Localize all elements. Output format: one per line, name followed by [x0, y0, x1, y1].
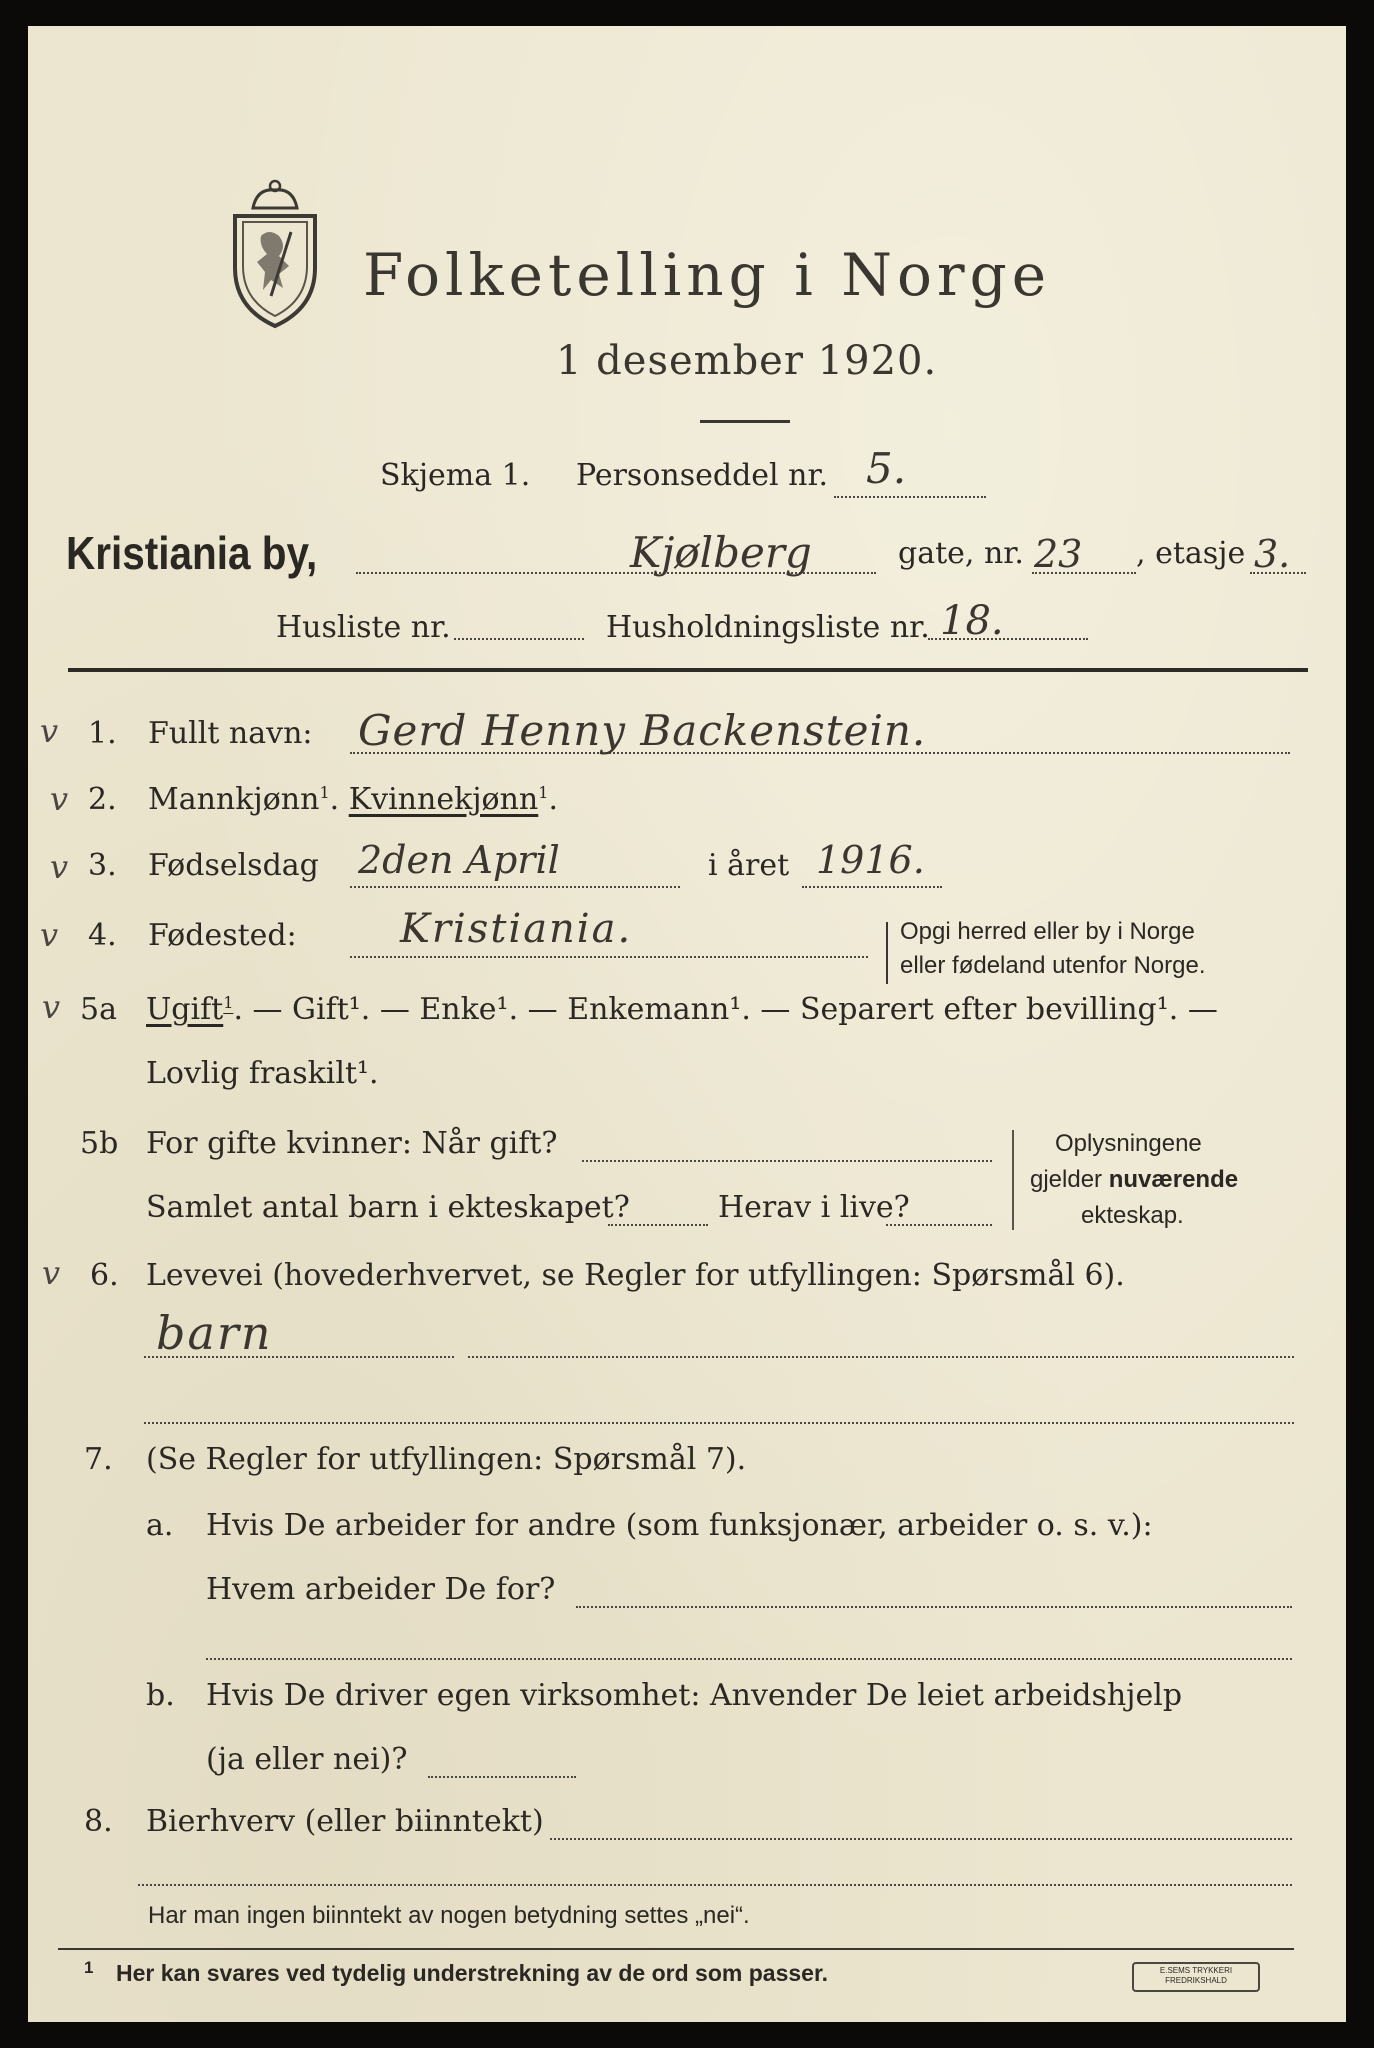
q1-full-name: Gerd Henny Backenstein.: [358, 706, 927, 755]
personseddel-label: Personseddel nr.: [576, 458, 829, 493]
q5b-note-bracket: [1012, 1130, 1014, 1230]
q5a-remaining-options: . — Gift¹. — Enke¹. — Enkemann¹. — Separert efter bevilling¹. —: [233, 992, 1218, 1027]
q7-number: 7.: [84, 1442, 113, 1477]
husliste-line: [454, 638, 584, 640]
option-ugift-underlined: Ugift: [146, 992, 224, 1027]
q5b-line2b: Herav i live?: [718, 1190, 910, 1225]
checkmark-q2: v: [50, 780, 69, 818]
q8-line1: [550, 1838, 1292, 1840]
option-end: .: [548, 782, 558, 817]
q7a-letter: a.: [146, 1508, 174, 1543]
printer-stamp: [1132, 1962, 1260, 1992]
husholdning-value: 18.: [940, 598, 1004, 644]
q4-label: Fødested:: [148, 918, 297, 953]
footnote-text: Her kan svares ved tydelig understrekning av de ord som passer.: [116, 1960, 829, 1986]
q6-number: 6.: [90, 1258, 119, 1293]
q4-birthplace: Kristiania.: [400, 906, 633, 952]
checkmark-q5a: v: [42, 988, 61, 1026]
q8-label: Bierhverv (eller biinntekt): [146, 1804, 544, 1839]
etasje-value: 3.: [1254, 532, 1291, 576]
q4-note-bracket: [886, 922, 888, 984]
footnote-rule: [58, 1948, 1294, 1950]
q8-line2: [138, 1884, 1292, 1886]
q5b-note2a: gjelder: [1030, 1166, 1109, 1193]
city-label: Kristiania by,: [66, 527, 318, 579]
q5b-note1: Oplysningene: [1055, 1130, 1202, 1157]
footnote-ref: 1: [319, 783, 330, 802]
printer-line2: FREDRIKSHALD: [1165, 1976, 1227, 1985]
q3-label: Fødselsdag: [148, 848, 319, 883]
q3-birth-year: 1916.: [816, 838, 925, 882]
q5b-alive-line: [886, 1224, 992, 1226]
q5b-line1: For gifte kvinner: Når gift?: [146, 1126, 558, 1161]
q8-number: 8.: [84, 1804, 113, 1839]
personseddel-value: 5.: [866, 444, 907, 493]
printer-line1: E.SEMS TRYKKERI: [1159, 1966, 1233, 1975]
street-value: Kjølberg: [630, 528, 812, 577]
norwegian-coat-of-arms-icon: [213, 176, 338, 331]
q7-label: (Se Regler for utfyllingen: Spørsmål 7).: [146, 1442, 747, 1477]
q7a-line2: Hvem arbeider De for?: [206, 1572, 556, 1607]
q6-line1a: [144, 1356, 454, 1358]
checkmark-q6: v: [42, 1254, 61, 1292]
census-date: 1 desember 1920.: [556, 338, 938, 384]
q7b-line2: (ja eller nei)?: [206, 1742, 408, 1777]
q7b-answer-line: [428, 1776, 576, 1778]
schema-label: Skjema 1.: [380, 458, 531, 493]
q7a-employer-line: [576, 1606, 1292, 1608]
q7b-letter: b.: [146, 1678, 175, 1713]
q6-line2: [144, 1422, 1294, 1424]
q5b-number: 5b: [80, 1126, 119, 1161]
q4-note-line1: Opgi herred eller by i Norge: [900, 918, 1195, 945]
nei-note: Har man ingen biinntekt av nogen betydning settes „nei“.: [148, 1902, 750, 1929]
q5b-note3: ekteskap.: [1081, 1202, 1184, 1229]
q6-occupation: barn: [156, 1306, 273, 1360]
q3-number: 3.: [88, 848, 117, 883]
q4-note-line2: eller fødeland utenfor Norge.: [900, 952, 1206, 979]
q4-number: 4.: [88, 918, 117, 953]
personseddel-line: [834, 496, 986, 498]
gate-label: gate, nr.: [898, 536, 1024, 571]
q5b-children-line: [608, 1224, 708, 1226]
q1-number: 1.: [88, 716, 117, 751]
checkmark-q3: v: [50, 848, 69, 886]
header-rule: [68, 668, 1308, 672]
title-divider: [700, 420, 790, 423]
gate-nr-value: 23: [1034, 532, 1083, 576]
husholdning-label: Husholdningsliste nr.: [606, 610, 930, 645]
q2-number: 2.: [88, 782, 117, 817]
q5b-note2: [1030, 1166, 1238, 1194]
checkmark-q4: v: [40, 916, 59, 954]
option-male: Mannkjønn: [148, 782, 320, 817]
q5a-options: [146, 992, 1218, 1027]
q1-label: Fullt navn:: [148, 716, 313, 751]
footnote-ref: 1: [538, 783, 549, 802]
q5b-note2b: nuværende: [1108, 1166, 1239, 1193]
q5b-married-line: [582, 1160, 992, 1162]
etasje-label: , etasje: [1136, 536, 1246, 571]
q5a-line2: Lovlig fraskilt¹.: [146, 1056, 379, 1091]
q3-year-label: i året: [708, 848, 790, 883]
q4-line: [350, 956, 868, 958]
q5a-number: 5a: [80, 992, 117, 1027]
q3-year-line: [802, 886, 942, 888]
footnote-number: 1: [84, 1958, 94, 1977]
footnote-ref: 1: [223, 993, 234, 1012]
q2-options: [148, 782, 558, 817]
q7a-extra-line: [206, 1658, 1292, 1660]
q6-line1b: [468, 1356, 1294, 1358]
q3-day-line: [350, 886, 680, 888]
q7a-line1: Hvis De arbeider for andre (som funksjonær, arbeider o. s. v.):: [206, 1508, 1153, 1543]
q7b-line1: Hvis De driver egen virksomhet: Anvender De leiet arbeidshjelp: [206, 1678, 1183, 1713]
option-separator: .: [329, 782, 340, 817]
husliste-label: Husliste nr.: [276, 610, 451, 645]
census-title: Folketelling i Norge: [363, 241, 1052, 309]
census-form: [28, 26, 1346, 2022]
q3-birth-day: 2den April: [358, 838, 560, 882]
option-female-underlined: Kvinnekjønn: [348, 782, 539, 817]
q5b-line2a: Samlet antal barn i ekteskapet?: [146, 1190, 630, 1225]
q6-label: Levevei (hovederhvervet, se Regler for utfyllingen: Spørsmål 6).: [146, 1258, 1125, 1293]
checkmark-q1: v: [40, 712, 59, 750]
